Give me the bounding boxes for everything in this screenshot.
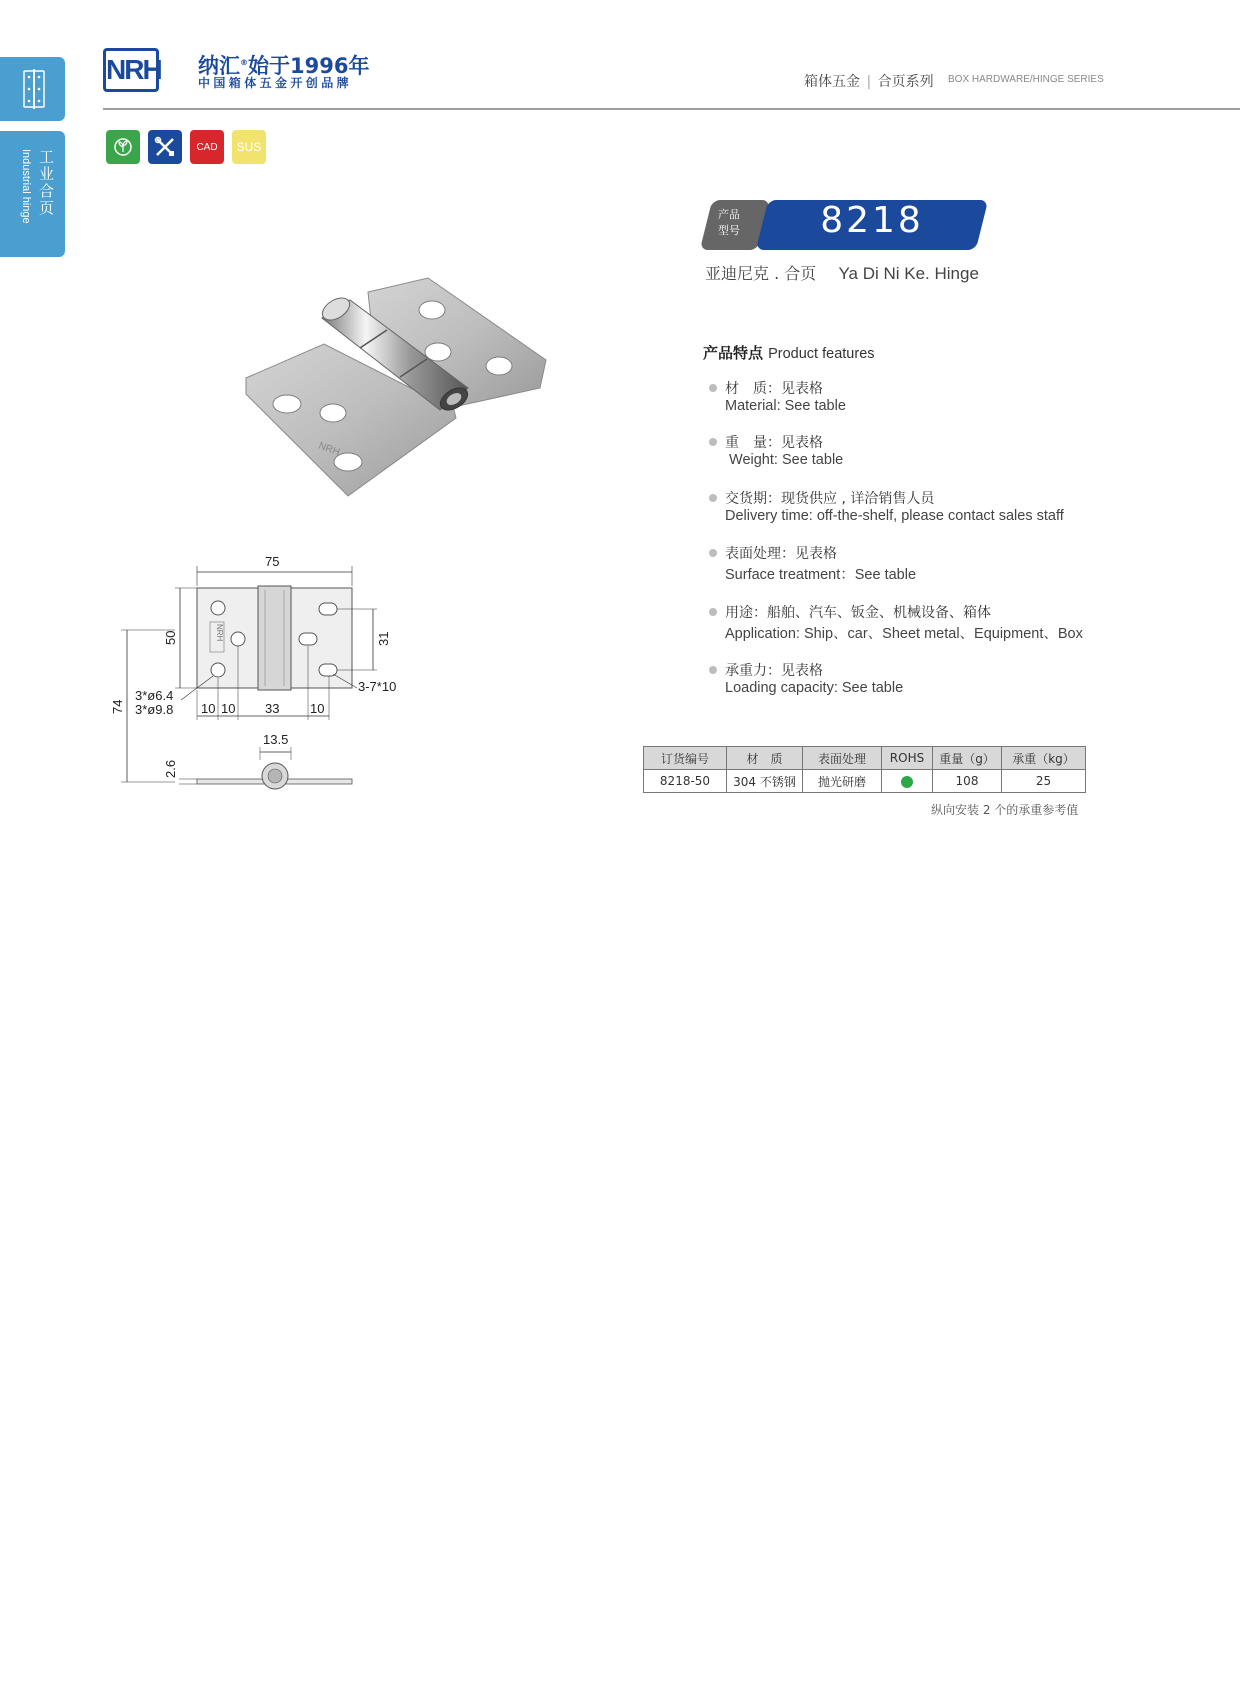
dim-slot: 3-7*10 [358,679,397,694]
sidebar-tab-hinge-icon[interactable] [0,57,65,121]
feature-weight-cn: 重 量：见表格 [725,435,823,451]
category-breadcrumb: 箱体五金 | 合页系列 [804,74,934,90]
table-note: 纵向安装 2 个的承重参考值 [931,803,1079,817]
spec-table [643,746,1086,793]
dim-width: 75 [265,554,280,569]
sidebar-tab-label-en: Industrial hinge [20,149,32,224]
dim-d2: 10 [221,701,236,716]
feature-surface-en: Surface treatment：See table [725,567,917,583]
tools-icon [148,130,182,164]
cell-weight: 108 [933,770,1002,793]
model-number: 8218 [820,200,924,241]
feature-load-en: Loading capacity: See table [725,680,904,696]
brand-name-cn: 纳汇 [198,54,240,78]
feature-load-cn: 承重力：见表格 [725,663,823,679]
product-name [705,261,979,284]
cell-order-code: 8218-50 [644,770,727,793]
col-order-code: 订货编号 [644,747,727,770]
category-hinge-series[interactable]: 合页系列 [877,74,934,90]
brand-since: 始于1996年 [248,54,370,78]
category-box-hardware[interactable]: 箱体五金 [804,74,860,90]
feature-application-cn: 用途：船舶、汽车、钣金、机械设备、箱体 [725,605,991,621]
bullet-icon [709,549,717,557]
dim-hole-1: 3*ø6.4 [135,688,174,703]
dim-hole-2: 3*ø9.8 [135,702,174,717]
cell-load: 25 [1002,770,1086,793]
table-header-row [644,747,1086,770]
feature-surface-cn: 表面处理：见表格 [725,546,837,562]
dim-knuckle: 13.5 [263,732,289,747]
features-heading-en: Product features [768,346,875,362]
col-load: 承重（kg） [1002,747,1086,770]
features-heading [703,342,875,363]
sidebar-tab-industrial-hinge[interactable] [0,131,65,257]
cell-surface: 抛光研磨 [803,770,882,793]
cell-material: 304 不锈钢 [727,770,803,793]
sus-icon [232,130,266,164]
dim-d1: 10 [201,701,216,716]
rohs-compliant-icon [901,776,913,788]
bullet-icon [709,384,717,392]
sus-label: SUS [236,140,262,154]
dim-total: 74 [110,699,125,714]
col-material: 材 质 [727,747,803,770]
eco-icon [106,130,140,164]
model-label-line1: 产品 [718,208,740,221]
col-surface: 表面处理 [803,747,882,770]
brand-tagline: 中国箱体五金开创品牌 [198,76,353,90]
drawing-stamp: NRH [215,624,224,642]
product-stamp: NRH [316,440,342,459]
col-weight: 重量（g） [933,747,1002,770]
cell-rohs [882,770,933,793]
cad-label: CAD [196,141,218,153]
bullet-icon [709,494,717,502]
dim-spacing: 31 [376,631,391,646]
feature-delivery-cn: 交货期：现货供应 , 详洽销售人员 [725,491,935,507]
feature-application-en: Application: Ship、car、Sheet metal、Equipment、Box [725,626,1083,642]
model-label-line2: 型号 [718,224,740,237]
dim-height: 50 [163,630,178,645]
cad-icon [190,130,224,164]
features-heading-cn: 产品特点 [703,344,764,362]
dim-d4: 10 [310,701,325,716]
sidebar-tab-label-cn: 工业合页 [37,149,55,217]
feature-weight-en: Weight: See table [725,452,844,468]
bullet-icon [709,438,717,446]
category-en: BOX HARDWARE/HINGE SERIES [948,74,1104,85]
table-row [644,770,1086,793]
product-name-en: Ya Di Ni Ke. Hinge [838,264,979,283]
feature-delivery-en: Delivery time: off-the-shelf, please contact sales staff [725,508,1064,524]
brand-logo: NRH [103,48,159,92]
technical-drawing [105,550,425,800]
model-label [718,207,758,239]
bullet-icon [709,608,717,616]
feature-material-cn: 材 质：见表格 [725,381,823,397]
dim-d3: 33 [265,701,280,716]
brand-name: 纳汇®始于1996年 [198,54,370,78]
col-rohs: ROHS [882,747,933,770]
feature-material-en: Material: See table [725,398,846,414]
product-name-cn: 亚迪尼克 . 合页 [705,264,817,283]
hinge-icon [0,57,65,121]
dim-thickness: 2.6 [163,759,178,778]
product-image [240,270,560,520]
bullet-icon [709,666,717,674]
header-divider [103,108,1240,110]
